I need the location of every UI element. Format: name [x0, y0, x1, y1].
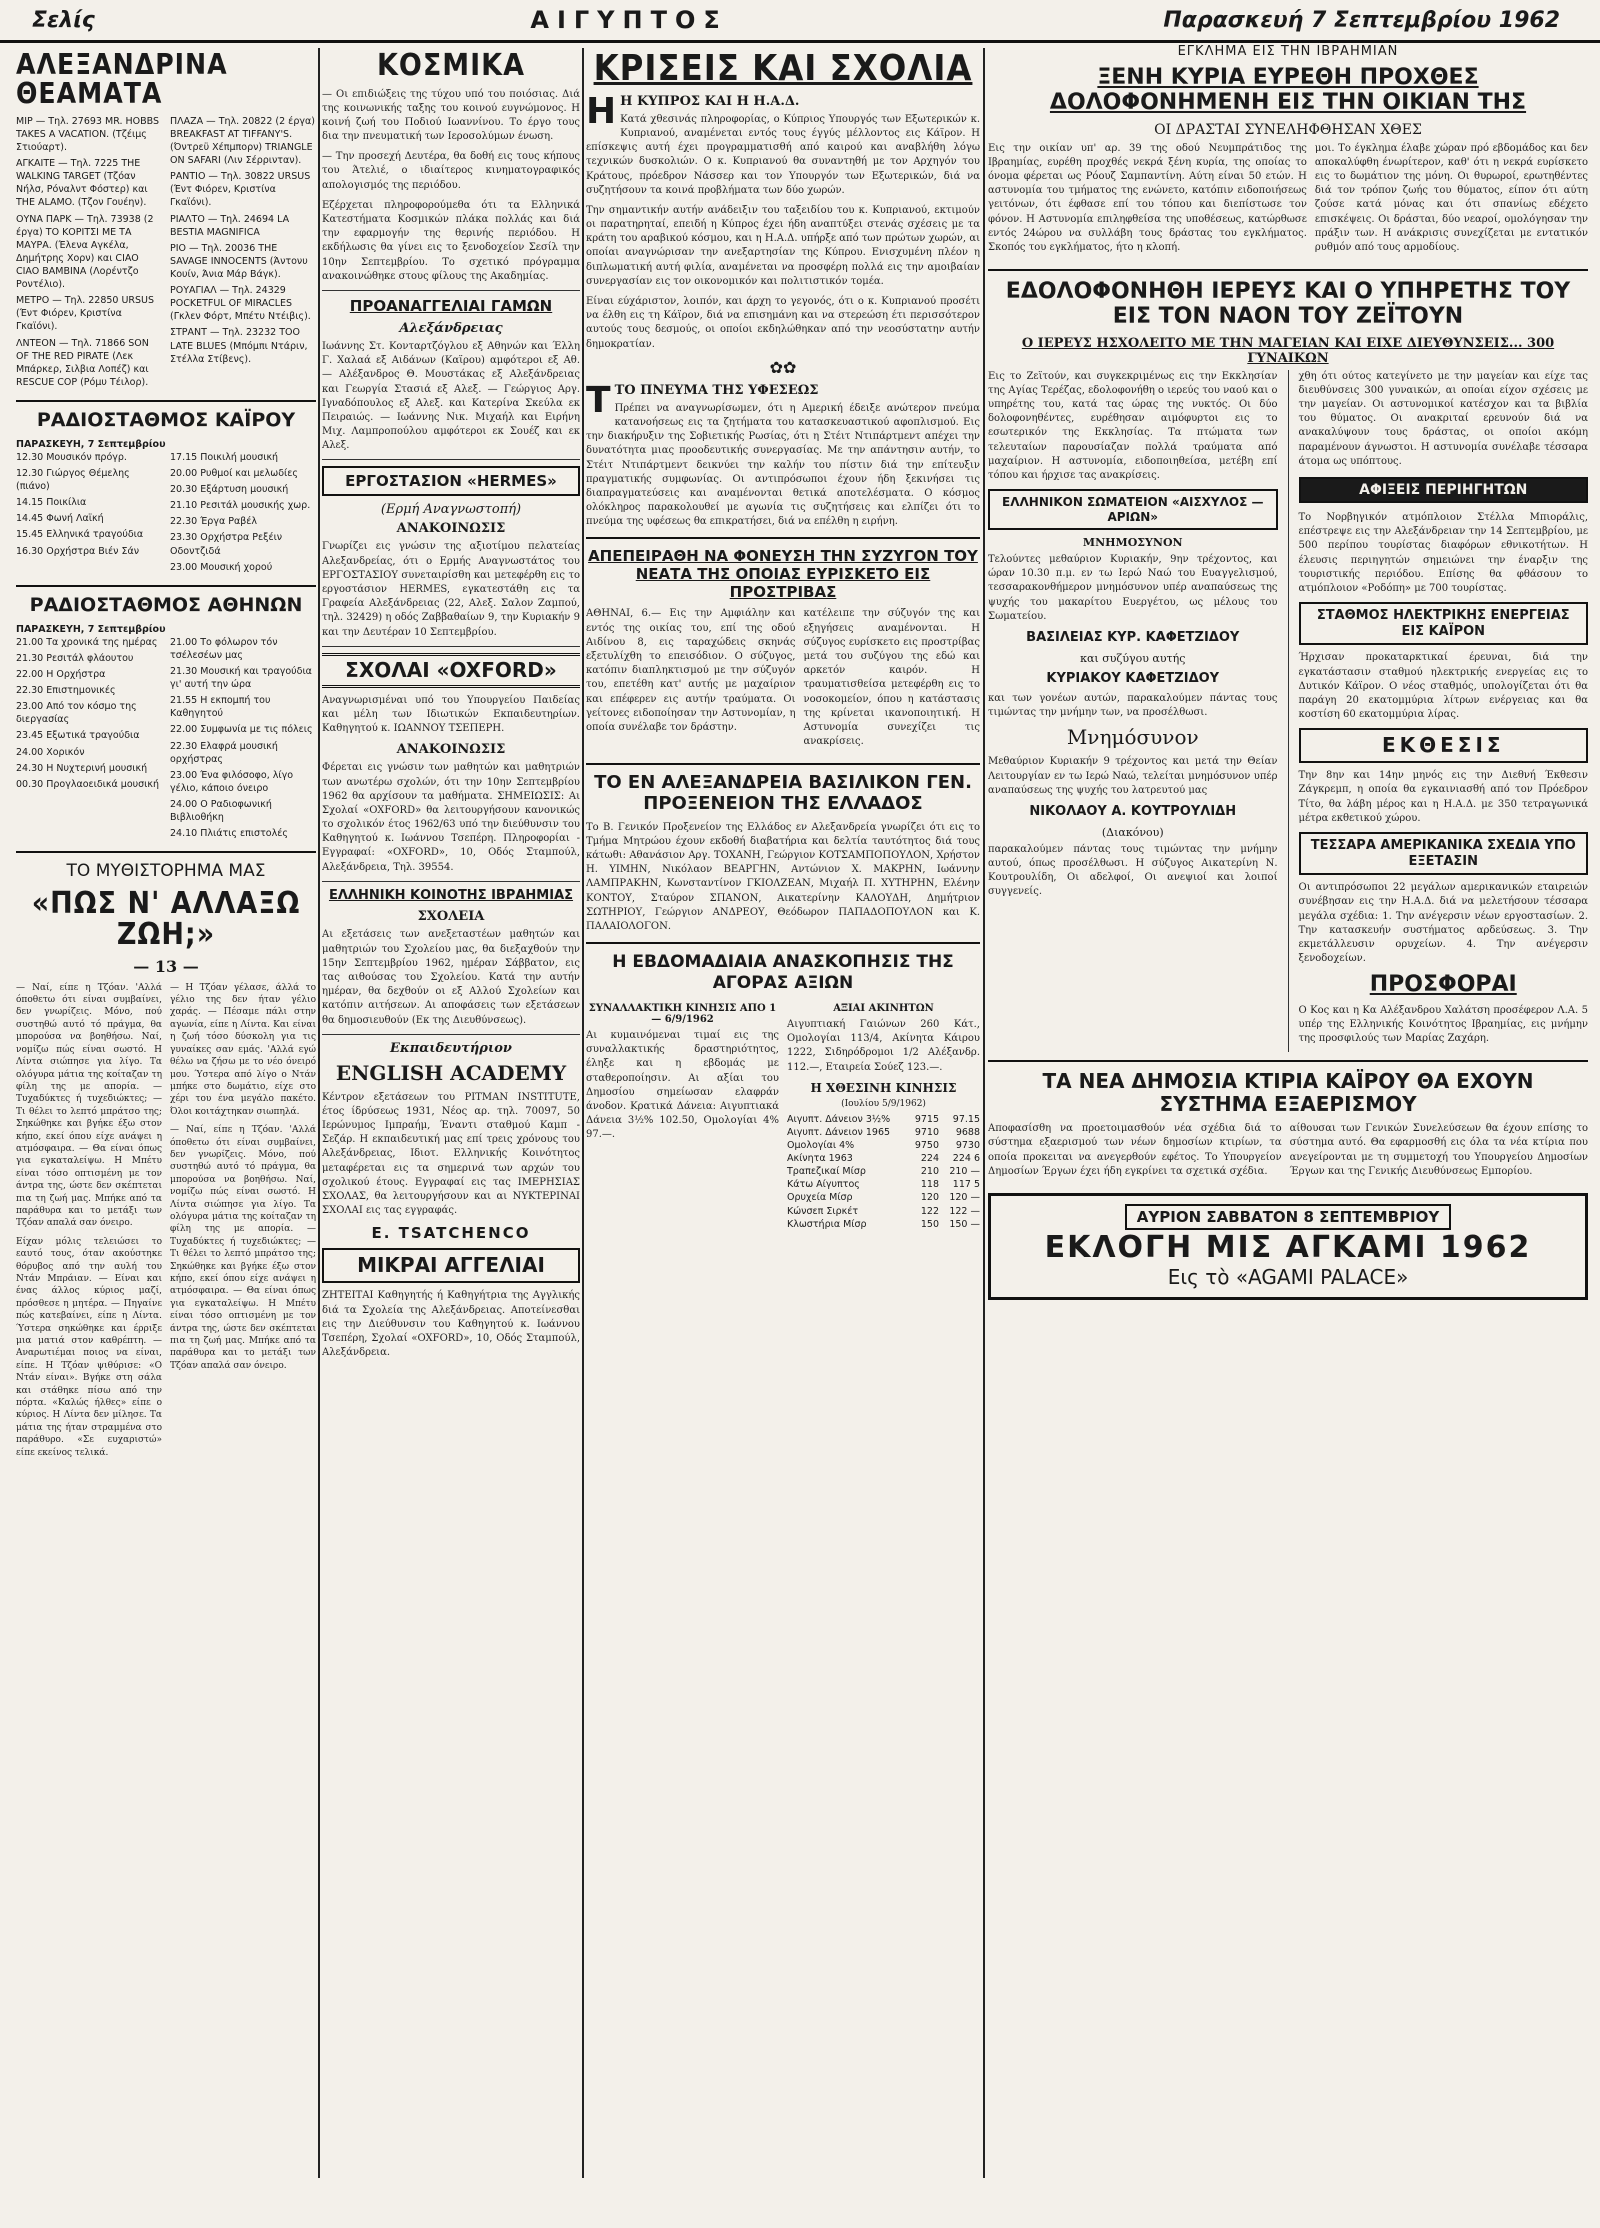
radio-entry: 23.30 Ορχήστρα Ρεξέιν Οδοντζιδά	[170, 532, 283, 557]
cinema-list-left	[16, 115, 162, 392]
radio-athens-right	[170, 636, 316, 844]
consulate-title: ΤΟ ΕΝ ΑΛΕΞΑΝΔΡΕΙΑ ΒΑΣΙΛΙΚΟΝ ΓΕΝ. ΠΡΟΞΕΝΕΙΟΝ ΤΗΣ ΕΛΛΑΔΟΣ	[594, 772, 972, 815]
crime-headline: ΞΕΝΗ ΚΥΡΙΑ ΕΥΡΕΘΗ ΠΡΟΧΘΕΣ ΔΟΛΟΦΟΝΗΜΕΝΗ ΕΙΣ ΤΗΝ ΟΙΚΙΑΝ ΤΗΣ	[1049, 65, 1527, 116]
advert-venue: Εις τὸ «AGAMI PALACE»	[1167, 1264, 1409, 1289]
stock-row	[787, 1113, 980, 1126]
stock-cell: 9688	[955, 1126, 980, 1138]
society-text: — Οι επιδιώξεις της τύχου υπό του ποιόσιας. Διά της κοινωνικής ταξης του κοινού ευγνώμονος. Η κοινή ζωή του Ποδιού Ιωαννίνου. Το έργο τους δια την πνευματική των Ιεροσολύμων ένωση.	[322, 88, 580, 143]
radio-entry: 16.30 Ορχήστρα Βιέν Σάν	[16, 545, 140, 557]
novel-text: Είχαν μόλις τελειώσει το εαυτό τους, όταν ακούστηκε θόρυβος από την αυλή του Ντάν Μπράιαν. — Είναι και ένας άλλος κύριος μαζί, πρόσθεσε η μητέρα. — Πηγαίνε πώς κατεβαίνει, είπε η Λίντα. Ύστερα σηκώθηκε και έρριξε μια ματιά στον καθρέπτη. — Αναρωτιέμαι ποιος να είναι, είπε. Η Τζόαν ψιθύρισε: «Ο Ντάν είναι». Βγήκε στη σάλα και στάθηκε πίσω από την πόρτα. «Καλώς ήλθες» είπε ο κύριος. Η Λίντα δεν μίλησε. Τα μάτια της ήταν στραμμένα στο παράθυρο. «Σε ευχαριστώ» είπε εκείνος τελικά.	[16, 1236, 162, 1458]
classified-text: ΖΗΤΕΙΤΑΙ Καθηγητής ή Καθηγήτρια της Αγγλικής διά τα Σχολεία της Αλεξάνδρειας. Αποτείνεσθαι εις την Διεύθυνσιν του Καθηγητού κ. Ιωάννου Τσεπέρη, Σχολαί «OXFORD», 10, Οδός Σταμπούλ, Αλεξάνδρεια.	[322, 1290, 580, 1359]
radio-entry: 24.00 Χορικόν	[16, 746, 85, 758]
radio-entry: 23.00 Μουσική χορού	[170, 561, 273, 573]
novel-chapter: — 13 —	[133, 956, 199, 976]
stock-review-text: Αι κυμαινόμεναι τιμαί εις της συναλλακτικής δραστηριότητος, έληξε και η εβδομάς με σταθεροποίησιν. Αι αξίαι του Δημοσίου σημείωσαν ελαφράν άνοδον. Κρατικά Δάνεια: Αιγυπτιακά Δάνεια 3½% 102.50, Ομολογίαι 4% 97.—.	[586, 1030, 779, 1141]
stock-cell: 120	[920, 1192, 939, 1204]
memorial-text: παρακαλούμεν πάντας τους τιμώντας την μνήμην αυτού, όπως προσέλθωσι. Η σύζυγος Αικατερίνη Ν. Κουτρουλίδη, Οι αδελφοί, Οι ανεψιοί και λοιποί συγγενείς.	[988, 843, 1278, 898]
radio-entry: 22.30 Επιστημονικές	[16, 685, 116, 697]
radio-athens-day: ΠΑΡΑΣΚΕΥΗ, 7 Σεπτεμβρίου	[16, 623, 166, 635]
stock-table-date: (Ιουλίου 5/9/1962)	[841, 1098, 926, 1109]
novel-text: — Ναί, είπε η Τζόαν. 'Αλλά όποθετω ότι είναι συμβαίνει, δεν γνωρίζεις. Μόνο, πού συστηθώ αυτό τό πράγμα, θα μπορούσα να βοηθήσω. Ναί, νομίζω πώς είναι σωστό. Η Λίντα σιώπησε για λίγο. Τα ολόγυρα μάτια της κοίταζαν τη φίλη της με απορία. — Τυχαδύκτες ή τυχεδιώκτες; — Τι θέλει το λεπτό μπράτσο της; Σηκώθηκε και βγήκε έξω στον κήπο, εκεί όπου είχε ανάψει η ατμόσφαιρα. — Θα είναι όπως για εγκαταλείψω. Η Μπέτυ είναι τόσο οπτισμένη με τον άντρα της, ώστε δεν σκέπτεται πια τη ζωή μας. Μπήκε από τα παράθυρα και το μετάξι των Τζόαν απαλά σαν όνειρο.	[170, 1125, 316, 1371]
stock-cell: 210	[920, 1166, 939, 1178]
theatres-heading: ΑΛΕΞΑΝΔΡΙΝΑ ΘΕΑΜΑΤΑ	[16, 48, 228, 111]
paper-name: ΑΙΓΥΠΤΟΣ	[530, 6, 728, 34]
crime-text: Εις την οικίαν υπ' αρ. 39 της οδού Νευμπράτιδος της Ιβραημίας, ευρέθη προχθές νεκρά ξένη κυρία, της οποίας το όνομα φέρεται ως Ρόουζ Σαμπαντίνη. Αύτη είναι 50 ετών. Η αστυνομία του τμήματος της ενώνετο, κατόπιν ειδοποιήσεως γειτόνων, ότι έφθασε επί του τόπου και διεπίστωσε τον φόνον. Η Αστυνομία επιληφθείσα της υποθέσεως, κατώρθωσε εντός 24ώρου να συλλάβη τους δράστας του εγκλήματος. Σκοπός του εγκλήματος, ήτο η κλοπή.	[988, 142, 1307, 253]
stock-row	[787, 1178, 980, 1191]
radio-entry: 00.30 Προγλαοειδικά μουσική	[16, 778, 159, 790]
attempted-murder-title: ΑΠΕΠΕΙΡΑΘΗ ΝΑ ΦΟΝΕΥΣΗ ΤΗΝ ΣΥΖΥΓΟΝ ΤΟΥ ΝΕΑΤΑ ΤΗΣ ΟΠΟΙΑΣ ΕΥΡΙΣΚΕΤΟ ΕΙΣ ΠΡΟΣΤΡΙΒΑΣ	[588, 547, 978, 602]
radio-cairo-left	[16, 451, 162, 577]
stock-cell: Κλωστήρια Μίσρ	[787, 1218, 867, 1230]
society-text: Εζέρχεται πληροφορούμεθα ότι τα Ελληνικά Κατεστήματα Κοσμικών πλάκα πολλάς και διά την εφαρμογήν της θερινής περιόδου. Η εκδήλωσις θα γίνει εις το ξενοδοχείον Σεσίλ την 10ην Σεπτεμβρίου. Το σχετικό πρόγραμμα ανακοινώθηκε στους φίλους της Ακαδημίας.	[322, 199, 580, 282]
stock-cell: Κώνσεπ Σιρκέτ	[787, 1205, 859, 1217]
stock-cell: 117 5	[952, 1179, 980, 1191]
memorial-text: και των γονέων αυτών, παρακαλούμεν πάντας τους τιμώντας την μνήμην των, να προσέλθωσι.	[988, 693, 1278, 719]
cinema-entry: ΡΟΥΑΓΙΑΛ — Τηλ. 24329 POCKETFUL OF MIRACLES (Γκλεν Φόρτ, Μπέτυ Ντέιβις).	[170, 285, 311, 323]
detente-article-title: ΤΟ ΠΝΕΥΜΑ ΤΗΣ ΥΦΕΣΕΩΣ	[614, 382, 819, 398]
travel-text: Το Νορβηγικόν ατμόπλοιον Στέλλα Μπιοράλις, επέστρεψε εις την Αλεξάνδρειαν την 14 Σεπτεμβρίου, με 500 περίπου τουρίστας διαφόρων εθνικοτήτων. Η έλευσις περιηγητών σημειώνει την έναρξιν της τουριστικής περιόδου. Επίσης θα φθάσουν το ατμόπλοιον «Ροδόπη» με 700 τουρίστας.	[1298, 512, 1588, 594]
priest-text: Εις το Ζεϊτούν, και συγκεκριμένως εις την Εκκλησίαν της Αγίας Τερέζας, εδολοφονήθη ο ιερεύς του ναού και ο υπηρέτης του, κατά τας ώρας της νυκτός. Οι δύο δολοφονηθέντες, ευρέθησαν αιμόφυρτοι εις το εσωτερικόν της Εκκλησίας. Τα πτώματα των τελευταίων παρουσίαζαν πολλά τραύματα από μαχαίριον. Η αστυνομία, ειδοποιηθείσα, μετέβη επί τόπου και ήρχισε τας ανακρίσεις.	[988, 370, 1278, 481]
community-school-text: Αι εξετάσεις των ανεξεταστέων μαθητών και μαθητριών του Σχολείου μας, θα διεξαχθούν την 15ην Σεπτεμβρίου 1962, ημέραν Σάββατον, εις τας αιθούσας του Σχολείου. Κατά την αυτήν ημέραν, θα δεχθούν οι εξ Αλλού Σχολείων και κατόπιν αιτήσεων. Αι αποφάσεις των εξετάσεων θα δημοσιευθούν (Εκ της Διευθύνσεως).	[322, 929, 580, 1026]
memorial-name: ΚΥΡΙΑΚΟΥ ΚΑΦΕΤΖΙΔΟΥ	[1046, 670, 1220, 686]
radio-entry: 22.00 Η Ορχήστρα	[16, 668, 106, 680]
radio-entry: 21.00 Τα χρονικά της ημέρας	[16, 636, 158, 648]
exhibition-heading: ΕΚΘΕΣΙΣ	[1299, 728, 1589, 763]
oxford-text: Φέρεται εις γνώσιν των μαθητών και μαθητριών των ανωτέρω σχολών, ότι την 10ην Σεπτεμβρίου 1962 θα αρχίσουν τα μαθήματα. ΣΗΜΕΙΩΣΙΣ: Αι Σχολαί «OXFORD» θα λειτουργήσουν κανονικώς το σχολικόν έτος 1962/63 υπό την διεύθυνσιν του Καθηγητού κ. Ιωάννου Τσεπέρη. Πληροφορίαι - Εγγραφαί: «OXFORD», 10, Οδός Σταμπούλ, Αλεξάνδρεια, Τηλ. 39554.	[322, 762, 580, 873]
radio-athens-left	[16, 636, 162, 844]
novel-kicker: ΤΟ ΜΥΘΙΣΤΟΡΗΜΑ ΜΑΣ	[66, 861, 266, 882]
power-station-heading: ΣΤΑΘΜΟΣ ΗΛΕΚΤΡΙΚΗΣ ΕΝΕΡΓΕΙΑΣ ΕΙΣ ΚΑΪΡΟΝ	[1299, 602, 1589, 645]
stock-cell: Ορυχεία Μίσρ	[787, 1192, 853, 1204]
stock-review-sub: ΑΞΙΑΙ ΑΚΙΝΗΤΩΝ	[833, 1003, 934, 1015]
radio-athens-listings	[16, 636, 316, 844]
radio-athens-heading: ΡΑΔΙΟΣΤΑΘΜΟΣ ΑΘΗΝΩΝ	[29, 593, 303, 616]
radio-entry: 21.00 Το φόλωρον τόν τσέλεσέων μας	[170, 636, 278, 661]
stock-cell: Ομολογίαι 4%	[787, 1139, 855, 1151]
radio-cairo-heading: ΡΑΔΙΟΣΤΑΘΜΟΣ ΚΑΪΡΟΥ	[36, 408, 296, 431]
radio-entry: 21.30 Μουσική και τραγούδια γι' αυτή την ώρα	[170, 665, 312, 691]
memorial-name: ΝΙΚΟΛΑΟΥ Α. ΚΟΥΤΡΟΥΛΙΔΗ	[1029, 804, 1237, 820]
radio-entry: 14.15 Ποικίλια	[16, 497, 87, 509]
column-news	[988, 44, 1588, 2194]
oxford-text: Αναγνωρισμέναι υπό του Υπουργείου Παιδείας και μέλη των Ιδιωτικών Εκπαιδευτηρίων. Καθηγητού κ. ΙΩΑΝΝΟΥ ΤΣΕΠΕΡΗ.	[322, 694, 580, 735]
stock-cell: 9715	[914, 1113, 939, 1125]
society-heading: ΚΟΣΜΙΚΑ	[376, 48, 525, 83]
radio-entry: 24.00 Ο Ραδιοφωνική Βιβλιοθήκη	[170, 798, 272, 824]
cinema-entry: ΟΥΝΑ ΠΑΡΚ — Τηλ. 73938 (2 έργα) ΤΟ ΚΟΡΙΤΣΙ ΜΕ ΤΑ ΜΑΥΡΑ. (Έλενα Αγκέλα, Δημήτρης Χορν) και CIAO CIAO BAMBINA (Λορέντζο Ροντέλιο).	[16, 213, 154, 291]
cinema-entry: ΑΓΚΑΙΤΕ — Τηλ. 7225 THE WALKING TARGET (Τζόαν Νήλσ, Ρόναλντ Φόστερ) και THE ALAMO. (Τζον Γουέην).	[16, 158, 148, 209]
novel-title: «ΠΩΣ Ν' ΑΛΛΑΞΩ ΖΩΗ;»	[31, 885, 301, 953]
radio-entry: 21.30 Ρεσιτάλ φλάουτου	[16, 652, 134, 664]
page-number: Σελίς	[32, 7, 95, 33]
memorial-mid: και συζύγου αυτής	[1080, 651, 1186, 665]
stock-cell: 224 6	[952, 1153, 980, 1165]
stock-cell: 120 —	[949, 1192, 980, 1204]
weddings-heading: ΠΡΟΑΝΑΓΓΕΛΙΑΙ ΓΑΜΩΝ	[349, 296, 553, 315]
radio-entry: 23.45 Εξωτικά τραγούδια	[16, 730, 140, 742]
attempted-murder-text: ΑΘΗΝΑΙ, 6.— Εις την Αμφιάλην και εντός της οικίας του, επί της οδού Αιδίνου 8, εις ταραχώδεις σκηνάς εξετυλίχθη το επεισόδιον. Ο σύζυγος, κατόπιν διαπληκτισμού με την σύζυγόν του, επετέθη κατ' αυτής με μαχαίριον και επέφερεν εις αυτήν τραύματα. Οι γείτονες ειδοποίησαν την Αστυνομίαν, η οποία συνέλαβε τον δράστην.	[586, 608, 796, 733]
radio-cairo-listings	[16, 451, 316, 577]
column-commentary	[586, 44, 980, 2194]
stock-table	[787, 1113, 980, 1231]
hermes-text: Γνωρίζει εις γνώσιν της αξιοτίμου πελατείας Αλεξανδρείας, ότι ο Ερμής Αναγνωστάτος του ΕΡΓΟΣΤΑΣΙΟΥ συνεταιρίσθη και μετεφέρθη εις το εργοστάσιον ΗΕRΜES, εγκατεστάθη εις τα Γραφεία Αλεξάνδρειας (22, Αλεξ. Σαλον Ζαμπού, τηλ. 32429) η οδός Ζαββαθαίων 9, την Κυριακήν 9 και την Δευτέραν 10 Σεπτεμβρίου.	[322, 541, 580, 638]
radio-entry: 22.30 Έργα Ραβέλ	[170, 516, 258, 528]
ventilation-text: αίθουσαι των Γενικών Συνελεύσεων θα έχουν επίσης το σύστημα αυτό. Θα εφαρμοσθή εις όλα τα νέα κτίρια που ανεγείρονται με τη συμμετοχή του Υπουργείου Δημοσίων Έργων και της Γενικής Διευθύνσεως Εμπορίου.	[1289, 1123, 1588, 1177]
stock-cell: 118	[920, 1179, 939, 1191]
ornament-icon: ✿✿	[769, 357, 797, 377]
column-rule	[582, 48, 584, 2178]
stock-review-sub: ΣΥΝΑΛΛΑΚΤΙΚΗ ΚΙΝΗΣΙΣ ΑΠΟ 1 — 6/9/1962	[588, 1003, 777, 1026]
dropcap: Τ	[586, 379, 611, 421]
cinema-entry: ΜΕΤΡΟ — Τηλ. 22850 URSUS (Έντ Φιόρεν, Κριστίνα Γκαϊόνι).	[16, 295, 155, 333]
stock-cell: 210 —	[949, 1166, 980, 1178]
hermes-sub: (Ερμή Αναγνωστοπή)	[380, 502, 522, 518]
column-rule	[318, 48, 320, 2178]
cinema-entry: ΡΑΝΤΙΟ — Τηλ. 30822 URSUS (Έντ Φιόρεν, Κριστίνα Γκαϊόνι).	[170, 171, 311, 209]
stock-cell: 150	[920, 1218, 939, 1230]
weddings-sub: Αλεξάνδρειας	[399, 320, 503, 336]
radio-entry: 20.30 Εξάρτυση μουσική	[170, 484, 289, 496]
detente-article-text: Πρέπει να αναγνωρίσωμεν, ότι η Αμερική έδειξε ανώτερον πνεύμα κατανοήσεως εις τα ζητήματα του κατασκευαστικού αφοπλισμού. Εις την διακήρυξιν της Σοβιετικής Ρωσίας, ότι η Στέιτ Ντιπάρτμεντ απέχει την δυνατότητα μιας προοδευτικής συνεργασίας. Με την απάντησιν αυτήν, το Στέιτ Ντιπάρτμεντ δεικνύει την καλήν του πίστιν διά την επίτευξιν πραγματικής συμφωνίας. Οι αντιπρόσωποι έχουν ήδη ξεκινήσει τις διαπραγματεύσεις και αναμένονται θετικά αποτελέσματα. Ο κόσμος ολόκληρος παρακολουθεί με αγωνία τις συζητήσεις και ελπίζει ότι το πνεύμα της υφέσεως θα επικρατήσει, διά να επέλθη η ειρήνη.	[586, 402, 980, 528]
community-school-heading: ΕΛΛΗΝΙΚΗ ΚΟΙΝΟΤΗΣ ΙΒΡΑΗΜΙΑΣ	[328, 887, 574, 903]
stock-cell: 9710	[914, 1126, 939, 1138]
offerings-heading: ΠΡΟΣΦΟΡΑΙ	[1369, 972, 1517, 998]
radio-entry: 14.45 Φωνή Λαϊκή	[16, 513, 104, 525]
stock-row	[787, 1152, 980, 1165]
radio-entry: 15.45 Ελληνικά τραγούδια	[16, 529, 144, 541]
society-text: — Την προσεχή Δευτέρα, θα δοθή εις τους κήπους του Άτελιέ, ο ιδιαίτερος κινηματογραφικός απολογισμός της περιόδου.	[322, 151, 580, 191]
stock-cell: 122	[920, 1205, 939, 1217]
memorial-text: Μεθαύριον Κυριακήν 9 τρέχοντος και μετά την Θείαν Λειτουργίαν εν τω Ιερώ Ναώ, τελείται μνημόσυνον υπέρ αναπαύσεως της ψυχής του λατρευτού μας	[988, 756, 1278, 796]
stock-cell: 150 —	[949, 1218, 980, 1230]
stock-row	[787, 1126, 980, 1139]
stock-review-text: Αιγυπτιακή Γαιώνων 260 Κάτ., Ομολογίαι 113/4, Ακίνητα Κάιρου 1222, Σιδηρόδρομοι 1/2 Αλέξανδρ. 112.—, Εταιρεία Σούεζ 123.—.	[787, 1019, 980, 1073]
weddings-text: Ιωάννης Στ. Κονταρτζόγλου εξ Αθηνών και Έλλη Γ. Χαλαά εξ Αιδάνων (Καϊρου) αμφότεροι εξ Αθ. — Αλέξανδρος Θ. Μουστάκας εξ Αλεξάνδρειας και Γεωργία Στασιά εξ Αλεξ. — Γεώργιος Αργ. Ιγναδόπουλος εξ Αλεξ. και Κατερίνα Σκεύλα εκ Πειραιώς. — Ιωάννης Νικ. Μιχαήλ και Ειρήνη Μιχ. Λαμπροπούλου αμφότεροι εκ Σουέζ και εκ Αλεξ.	[322, 340, 580, 452]
exhibition-text: Την 8ην και 14ην μηνός εις την Διεθνή Έκθεσιν Ζάγκρεμπ, η οποία θα εγκαινιασθή από τον Πρόεδρον Τίτο, θα λάβη μέρος και η Η.Α.Δ. με 350 τετραγωνικά μέτρα εκθετικού χώρου.	[1298, 770, 1588, 824]
commentary-heading: ΚΡΙΣΕΙΣ ΚΑΙ ΣΧΟΛΙΑ	[593, 48, 973, 89]
advert-title: ΕΚΛΟΓΗ ΜΙΣ ΑΓΚΑΜΙ 1962	[1044, 1229, 1532, 1265]
radio-entry: 22.00 Συμφωνία με τις πόλεις	[170, 724, 313, 736]
radio-cairo-day: ΠΑΡΑΣΚΕΥΗ, 7 Σεπτεμβρίου	[16, 438, 166, 450]
stock-review-title: Η ΕΒΔΟΜΑΔΙΑΙΑ ΑΝΑΣΚΟΠΗΣΙΣ ΤΗΣ ΑΓΟΡΑΣ ΑΞΙΩΝ	[612, 952, 954, 993]
stock-table-title: Η ΧΘΕΣΙΝΗ ΚΙΝΗΣΙΣ	[810, 1080, 957, 1095]
stock-cell: 9730	[955, 1139, 980, 1151]
column-society	[322, 44, 580, 2194]
hermes-heading: ΕΡΓΟΣΤΑΣΙΟΝ «ΗΕRΜES»	[322, 466, 580, 496]
radio-entry: 22.30 Ελαφρά μουσική ορχήστρας	[170, 740, 278, 765]
power-station-text: Ήρχισαν προκαταρκτικαί έρευναι, διά την εγκατάστασιν σταθμού ηλεκτρικής ενεργείας εις το Δυτικόν Κάϊρον. Ο νέος σταθμός, υπολογίζεται ότι θα παράγη 20 εκατομμύρια λίτρων ενέργειας και θα κοστίση 60 εκατομμύρια λίρας.	[1298, 652, 1588, 721]
radio-entry: 24.30 Η Νυχτερινή μουσική	[16, 762, 148, 774]
stock-row	[787, 1165, 980, 1178]
novel-text: — Ναί, είπε η Τζόαν. 'Αλλά όποθετω ότι είναι συμβαίνει, δεν γνωρίζεις. Μόνο, πού συστηθώ αυτό τό πράγμα, θα μπορούσα να βοηθήσω. Ναί, νομίζω πώς είναι σωστό. Η Λίντα σιώπησε για λίγο. Τα ολόγυρα μάτια της κοίταζαν τη φίλη της με απορία. — Τυχαδύκτες ή τυχεδιώκτες; — Τι θέλει το λεπτό μπράτσο της; Σηκώθηκε και βγήκε έξω στον κήπο, εκεί όπου είχε ανάψει η ατμόσφαιρα. — Θα είναι όπως για εγκαταλείψω. Η Μπέτυ είναι τόσο οπτισμένη με τον άντρα της, ώστε δεν σκέπτεται πια τη ζωή μας. Μπήκε από τα παράθυρα και το μετάξι των Τζόαν απαλά σαν όνειρο.	[16, 982, 162, 1229]
stock-cell: Ακίνητα 1963	[787, 1153, 853, 1165]
memorial-text: Τελούντες μεθαύριον Κυριακήν, 9ην τρέχοντος, και ώραν 10.30 π.μ. εν τω Ιερώ Ναώ του Ευαγγελισμού, τεσσαρακονθήμερον μνημόσυνον υπέρ αναπαύσεως της ψυχής του μακαρίτου Ευεργέτου, ως μέλους του Σωματείου.	[988, 553, 1278, 622]
stock-cell: Αιγυπτ. Δάνειον 3½%	[787, 1113, 891, 1125]
stock-row	[787, 1139, 980, 1152]
memorial-sub: ΜΝΗΜΟΣΥΝΟΝ	[1082, 535, 1183, 549]
classified-heading: ΜΙΚΡΑΙ ΑΓΓΕΛΙΑΙ	[322, 1248, 580, 1283]
english-academy-sign: E. TSATCHENCO	[371, 1224, 531, 1243]
stock-row	[787, 1191, 980, 1204]
issue-date: Παρασκευή 7 Σεπτεμβρίου 1962	[1163, 7, 1560, 33]
priest-headline: ΕΔΟΛΟΦΟΝΗΘΗ ΙΕΡΕΥΣ ΚΑΙ Ο ΥΠΗΡΕΤΗΣ ΤΟΥ ΕΙΣ ΤΟΝ ΝΑΟΝ ΤΟΥ ΖΕΪΤΟΥΝ	[1005, 279, 1571, 330]
english-academy-heading: ENGLISH ACADEMY	[335, 1060, 567, 1085]
memorial-name: ΒΑΣΙΛΕΙΑΣ ΚΥΡ. ΚΑΦΕΤΖΙΔΟΥ	[1026, 629, 1240, 645]
cyprus-article-text: Κατά χθεσινάς πληροφορίας, ο Κύπριος Υπουργός των Εξωτερικών κ. Κυπριανού, αναμένεται εντός τους έγγύς μέλλοντος εις Κάϊρον. Η επίσκεψις αυτή έχει προγραμματισθή από καιρού και αναβλήθη λόγω τεχνικών δυσκολιών. Ο κ. Κυπριανού θα συναντηθή με τον Αρχηγόν του Κράτους, πρόεδρον Νάσσερ και τον Υπουργόν των Εξωτερικών, διά να συζητήσουν τα κοινά προβλήματα των δύο χωρών.	[586, 113, 980, 196]
crime-text: μοι. Το έγκλημα έλαβε χώραν πρό εβδομάδος και δεν αποκαλύφθη ένωρίτερον, καθ' ότι η νεκρά ευρίσκετο εις το δωμάτιον της μόνη. Οι θυρωροί, ερωτηθέντες διά τον τρόπον ζωής του θύματος, είπον ότι αύτη ζούσε κατά μόνας και ότι σπανίως εδέχετο επισκέψεις. Οι δράσται, δύο νεαροί, ομολόγησαν την πράξιν των. Η ανάκρισις συνεχίζεται με εντατικόν ρυθμόν από τους αρμοδίους.	[1314, 142, 1588, 253]
american-plans-text: Οι αντιπρόσωποι 22 μεγάλων αμερικανικών εταιρειών συνέβησαν εις την Η.Α.Δ. διά να μελετήσουν τέσσαρα μεγάλα σχέδια: 1. Την ανέγερσιν νέων εργοστασίων. 2. Την κατασκευήν συστήματος αρδεύσεως. 3. Την εκμετάλλευσιν ορυχείων. 4. Την ανέγερσιν ξενοδοχείων.	[1298, 882, 1588, 965]
english-academy-kicker: Εκπαιδευτήριον	[390, 1040, 512, 1056]
radio-cairo-right	[170, 451, 316, 577]
radio-entry: 21.10 Ρεσιτάλ μουσικής χωρ.	[170, 500, 311, 512]
priest-text: χθη ότι ούτος κατεγίνετο με την μαγείαν και είχε τας διευθύνσεις 300 γυναικών, αι οποίαι είχον σχέσεις με την μαγείαν. Οι αστυνομικοί κατέσχον και τα βιβλία του θύματος. Οι ανακριταί ερευνούν διά να ανακαλύψουν τους δράστας, οι οποίοι ακόμη παραμένουν άγνωστοι. Η αστυνομία συνέλαβε τέσσαρα άτομα ως υπόπτους.	[1298, 370, 1588, 467]
cinema-listings	[16, 115, 316, 392]
novel-text: — Η Τζόαν γέλασε, άλλά το γέλιο της δεν ήταν γέλιο χαράς. — Πέσαμε πάλι στην αγωνία, είπε η Λίντα. Και είναι η ζωή τόσο δύσκολη για τις γυναίκες σαν εμάς. 'Αλλά εγώ θέλω να ζήσω με το νέο όνειρό μου. Ύστερα από λίγο ο Ντάν μπήκε στο δωμάτιο, είχε στο χέρι του ένα μεγάλο πακέτο. Όλοι κοιτάχτηκαν σιωπηλά.	[170, 982, 316, 1117]
memorial-role: (Διακόνου)	[1101, 825, 1164, 839]
offerings-text: Ο Κος και η Κα Αλέξανδρου Χαλάτση προσέφερον Λ.Α. 5 υπέρ της Ελληνικής Κοινότητος Ιβραημίας, εις μνήμην της προσφιλούς των Μαρίας Ζαχάρη.	[1298, 1004, 1588, 1044]
community-school-sub: ΣΧΟΛΕΙΑ	[417, 909, 485, 925]
radio-entry: 23.00 Από τον κόσμο της διεργασίας	[16, 701, 137, 726]
cinema-entry: ΛΝΤΕΟΝ — Τηλ. 71866 SON OF THE RED PIRATE (Λεκ Μπάρκερ, Σιλβια Λοπέζ) και RESCUE COP (Ρόμυ Τέιλορ).	[16, 337, 149, 388]
stock-cell: Αιγυπτ. Δάνειον 1965	[787, 1126, 891, 1138]
crime-subheadline: ΟΙ ΔΡΑΣΤΑΙ ΣΥΝΕΛΗΦΘΗΣΑΝ ΧΘΕΣ	[1154, 121, 1422, 138]
column-rule	[983, 48, 985, 2178]
english-academy-text: Κέντρον εξετάσεων του PITMAN INSTITUTE, έτος ίδρύσεως 1931, Νέος αρ. τηλ. 70097, 50 Ιερώνυμος Ιμπραήμ, Έναντι σταθμού Καμπ - Σεζάρ. Η εκπαιδευτική μας επί τρεις χρόνους του Αλεξάνδρειας, Ιδιοτ. Ελληνικής Κοινότητος μεταφέρεται εις τα σημερινά των αρχών του σχολικού έτους. Εγγραφαί εις τας ΙΜΕΡΗΣΙΑΣ ΣΧΟΛΑΣ, θα λειτουργήσουν και αι ΝΥΚΤΕΡΙΝΑΙ ΣΧΟΛΑΙ εις τας εγγραφάς.	[322, 1091, 580, 1217]
american-plans-heading: ΤΕΣΣΑΡΑ ΑΜΕΡΙΚΑΝΙΚΑ ΣΧΕΔΙΑ ΥΠΟ ΕΞΕΤΑΣΙΝ	[1299, 832, 1589, 875]
column-entertainment	[16, 44, 316, 2194]
radio-entry: 24.10 Πλιάτις επιστολές	[170, 828, 288, 840]
oxford-announcement: ΑΝΑΚΟΙΝΩΣΙΣ	[396, 742, 506, 758]
stock-cell: 122 —	[949, 1205, 980, 1217]
masthead	[0, 0, 1600, 43]
oxford-heading: ΣΧΟΛΑΙ «OXFORD»	[322, 653, 580, 688]
radio-entry: 20.00 Ρυθμοί και μελωδίες	[170, 468, 298, 480]
radio-entry: 23.00 Ένα φιλόσοφο, λίγο γέλιο, κάποιο όνειρο	[170, 769, 294, 794]
stock-row	[787, 1218, 980, 1231]
stock-cell: Κάτω Αίγυπτος	[787, 1179, 860, 1191]
travel-heading: ΑΦΙΞΕΙΣ ΠΕΡΙΗΓΗΤΩΝ	[1299, 477, 1589, 503]
stock-cell: 224	[920, 1153, 939, 1165]
cinema-entry: ΡΙΟ — Τηλ. 20036 THE SAVAGE INNOCENTS (Άντονυ Κουίν, Άνια Μάρ Βάγκ).	[170, 242, 308, 280]
radio-entry: 12.30 Μουσικόν πρόγρ.	[16, 451, 127, 463]
radio-entry: 17.15 Ποικιλή μουσική	[170, 451, 279, 463]
stock-cell: 9750	[914, 1139, 939, 1151]
priest-subheadline: Ο ΙΕΡΕΥΣ ΗΣΧΟΛΕΙΤΟ ΜΕ ΤΗΝ ΜΑΓΕΙΑΝ ΚΑΙ ΕΙΧΕ ΔΙΕΥΘΥΝΣΕΙΣ... 300 ΓΥΝΑΙΚΩΝ	[1021, 335, 1555, 366]
cyprus-article-title: Η ΚΥΠΡΟΣ ΚΑΙ Η Η.Α.Δ.	[620, 93, 800, 109]
ventilation-headline: ΤΑ ΝΕΑ ΔΗΜΟΣΙΑ ΚΤΙΡΙΑ ΚΑΪΡΟΥ ΘΑ ΕΧΟΥΝ ΣΥΣΤΗΜΑ ΕΞΑΕΡΙΣΜΟΥ	[1042, 1069, 1534, 1117]
hermes-announcement: ΑΝΑΚΟΙΝΩΣΙΣ	[396, 521, 506, 537]
memorial-heading: Μνημόσυνον	[1066, 725, 1199, 750]
consulate-text: Το Β. Γενικόν Προξενείον της Ελλάδος εν Αλεξανδρεία γνωρίζει ότι εις το Τμήμα Μητρώου έχουν εκδοθή διαβατήρια και δελτία ταυτότητος διά τους κάτωθι: Αθανάσιον Αργ. ΤΟΧΑΝΗ, Γεώργιον ΚΟΤΣΑΜΠΟΠΟΥΛΟΝ, Χρήστον Η. ΥΙΜΗΝ, Νικόλαον ΒΕΑΡΓΗΝ, Αντώνιον Χ. ΜΑΚΡΗΝ, Ιωάννην ΛΑΜΠΡΑΚΗΝ, Κωνσταντίνον ΓΚΙΟΛΖΕΑΝ, Μιχαήλ Π. ΧΥΤΗΡΗΝ, Ελένην ΚΟΝΤΟΥ, Σταύρον ΣΠΑΝΟΝ, Αικατερίνην ΚΑΛΟΥΔΗ, Δημήτριον ΣΩΤΗΡΙΟΥ, Γεώργιον ΑΝΔΡΕΟΥ, Θεόδωρον ΠΑΠΑΔΟΠΟΥΛΟΝ και Κ. ΠΑΛΑΙΟΛΟΓΟΝ.	[586, 821, 980, 933]
ventilation-text: Αποφασίσθη να προετοιμασθούν νέα σχέδια διά το σύστημα εξαερισμού των νέων δημοσίων κτιρίων, τα οποία προκειται να ανεγερθούν εφέτος. Το Υπουργείον Δημοσίων Έργων έχει ήδη εγκρίνει τα σχετικά σχέδια.	[988, 1123, 1282, 1177]
cinema-entry: ΠΛΑΖΑ — Τηλ. 20822 (2 έργα) BREAKFAST AT TIFFANY'S. (Όντρεϋ Χέπμπορν) TRIANGLE ON SAFARI (Λιν Σέρρινταν).	[170, 115, 315, 167]
cinema-entry: ΜΙΡ — Τηλ. 27693 MR. HOBBS TAKES A VACATION. (Τζέιμς Στιούαρτ).	[16, 115, 160, 153]
stock-row	[787, 1205, 980, 1218]
cyprus-article-text: Την σημαντικήν αυτήν ανάδειξιν του ταξειδίου του κ. Κυπριανού, εκτιμούν οι παρατηρηταί, επειδή η Κύπρος έχει ήδη αναπτύξει στενάς σχέσεις με τα κράτη του αραβικού κόσμου, και η Η.Α.Δ. υπήρξε από των πρώτων χωρών, αι οποίαι αναγνώρισαν την ανεξαρτησίαν της Κύπρου. Ενισχυμένη πλέον η διπλωματική αυτή φιλία, αναμένεται να προσφέρη πολλά εις την αμοιβαίαν συνεργασίαν εις τον οικονομικόν και πολιτιστικόν τομέα.	[586, 204, 980, 287]
cyprus-article-text: Είναι εύχάριστον, λοιπόν, και άρχη το γεγονός, ότι ο κ. Κυπριανού προσέτι να έλθη εις τη Κάϊρον, διά να επισημάνη και να στερεώση έτι περισσότερον αυτούς τους δεσμούς, οι οποίοι εκδηλώθηκαν από την νεοσύστατην αυτήν δημοκρατίαν.	[586, 296, 980, 350]
society-aeschylus-heading: ΕΛΛΗΝΙΚΟΝ ΣΩΜΑΤΕΙΟΝ «ΑΙΣΧΥΛΟΣ — ΑΡΙΩΝ»	[988, 489, 1278, 530]
advert-date: ΑΥΡΙΟΝ ΣΑΒΒΑΤΟΝ 8 ΣΕΠΤΕΜΒΡΙΟΥ	[1125, 1204, 1451, 1230]
cinema-entry: ΣΤΡΑΝΤ — Τηλ. 23232 TOO LATE BLUES (Μπόμπι Ντάριν, Στέλλα Στίβενς).	[170, 327, 308, 365]
radio-entry: 12.30 Γιώργος Θέμελης (πιάνο)	[16, 468, 130, 493]
miss-agami-advert	[988, 1193, 1588, 1300]
cinema-list-right	[170, 115, 316, 392]
radio-entry: 21.55 Η εκπομπή του Καθηγητού	[170, 695, 271, 720]
cinema-entry: ΡΙΑΛΤΟ — Τηλ. 24694 LA BESTIA MAGNIFICA	[170, 213, 290, 238]
stock-cell: Τραπεζικαί Μίσρ	[787, 1166, 866, 1178]
dropcap: Η	[586, 90, 617, 132]
attempted-murder-text: κατέλειπε την σύζυγόν της και εξηγήσεις αναμένονται. Η σύζυγος ευρίσκετο εις προστρίβας μετά του συζύγου της εδώ και αρκετόν καιρόν. Η τραυματισθείσα μετεφέρθη εις το νοσοκομείον, όπου η κατάστασις της κρίνεται ικανοποιητική. Η Αστυνομία συνεχίζει τις ανακρίσεις.	[803, 608, 980, 748]
stock-cell: 97.15	[952, 1113, 980, 1125]
crime-kicker: ΕΓΚΛΗΜΑ ΕΙΣ ΤΗΝ ΙΒΡΑΗΜΙΑΝ	[1177, 44, 1399, 59]
